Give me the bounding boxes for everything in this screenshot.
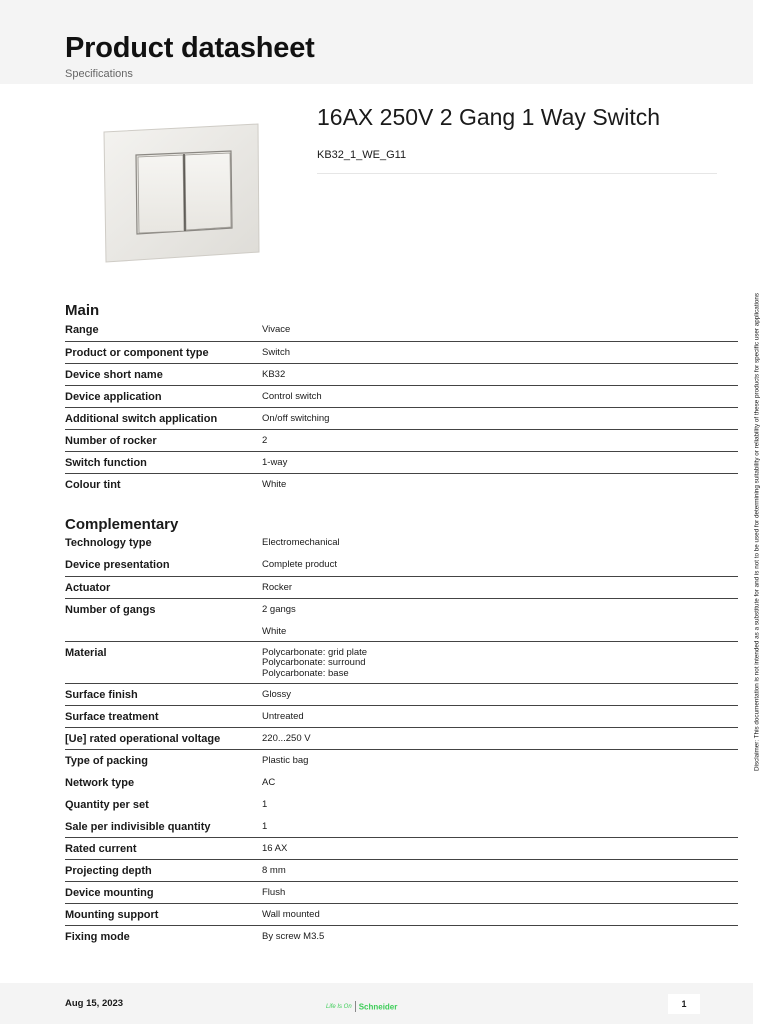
spec-label: Surface finish: [65, 689, 138, 701]
table-row: [65, 684, 738, 706]
product-title: 16AX 250V 2 Gang 1 Way Switch: [317, 104, 661, 130]
spec-label: Actuator: [65, 582, 111, 594]
divider: [317, 173, 717, 174]
table-row: [65, 882, 738, 904]
spec-label: Material: [65, 647, 107, 659]
spec-value: Rocker: [262, 582, 293, 593]
spec-label: [Ue] rated operational voltage: [65, 733, 221, 745]
table-row: [65, 750, 738, 772]
spec-value: KB32: [262, 369, 286, 380]
spec-value: Untreated: [262, 711, 304, 722]
table-row: [65, 728, 738, 750]
page-title: Product datasheet: [65, 32, 315, 64]
spec-label: Number of rocker: [65, 435, 157, 447]
spec-label: Number of gangs: [65, 604, 156, 616]
table-row: [65, 577, 738, 599]
spec-value: Control switch: [262, 391, 322, 402]
spec-label: Switch function: [65, 457, 147, 469]
logo-tagline: Life Is On: [326, 1003, 352, 1010]
table-row: [65, 430, 738, 452]
spec-label: Projecting depth: [65, 865, 152, 877]
spec-label: Device short name: [65, 369, 163, 381]
table-row: [65, 599, 738, 642]
product-reference: KB32_1_WE_G11: [317, 149, 407, 161]
spec-label: Surface treatment: [65, 711, 159, 723]
footer-date: Aug 15, 2023: [65, 998, 124, 1009]
spec-value: By screw M3.5: [262, 931, 325, 942]
spec-value: White: [262, 626, 287, 637]
disclaimer-text: Disclaimer: This documentation is not intended as a substitute for and is not to be used for determining suitability or reliability of these products for specific user applications: [753, 293, 761, 771]
spec-value: 16 AX: [262, 843, 288, 854]
spec-value: AC: [262, 777, 276, 788]
table-row: [65, 364, 738, 386]
spec-value: Complete product: [262, 559, 337, 570]
spec-value: Polycarbonate: grid plate Polycarbonate: surround Polycarbonate: base: [262, 647, 368, 679]
spec-label: Fixing mode: [65, 931, 130, 943]
spec-label: Device presentation: [65, 559, 170, 571]
logo-brand: Schneider: [358, 1002, 398, 1012]
spec-label: Technology type: [65, 537, 152, 549]
schneider-logo: [326, 998, 397, 1012]
table-row: [65, 794, 738, 816]
spec-label: Additional switch application: [65, 413, 218, 425]
spec-label: Device application: [65, 391, 162, 403]
spec-label: Rated current: [65, 843, 137, 855]
spec-value: Switch: [262, 347, 290, 358]
page-subtitle: Specifications: [65, 68, 133, 80]
section-title-complementary: Complementary: [65, 516, 179, 533]
spec-value: 2: [262, 435, 268, 446]
disclaimer-container: [748, 290, 766, 775]
spec-value: 1: [262, 821, 268, 832]
table-row: [65, 408, 738, 430]
table-row: [65, 838, 738, 860]
spec-value: Glossy: [262, 689, 292, 700]
spec-value: On/off switching: [262, 413, 330, 424]
table-row: [65, 642, 738, 684]
table-row: [65, 532, 738, 554]
spec-value: White: [262, 479, 287, 490]
table-row: [65, 342, 738, 364]
page-number-box: [668, 994, 700, 1014]
spec-value: 1-way: [262, 457, 288, 468]
table-row: [65, 554, 738, 577]
spec-label: Sale per indivisible quantity: [65, 821, 211, 833]
table-row: [65, 860, 738, 882]
spec-value: Vivace: [262, 324, 291, 335]
logo-separator: [355, 1001, 356, 1012]
spec-value: 1: [262, 799, 268, 810]
section-title-main: Main: [65, 302, 100, 319]
spec-label: Type of packing: [65, 755, 148, 767]
spec-value: Electromechanical: [262, 537, 340, 548]
spec-value: Plastic bag: [262, 755, 309, 766]
spec-label: Range: [65, 324, 99, 336]
table-row: [65, 816, 738, 838]
spec-value: 220...250 V: [262, 733, 311, 744]
spec-value: Flush: [262, 887, 286, 898]
spec-label: Network type: [65, 777, 135, 789]
table-row: [65, 926, 738, 948]
spec-label: Device mounting: [65, 887, 154, 899]
spec-value: 8 mm: [262, 865, 286, 876]
complementary-spec-table: [65, 532, 738, 948]
spec-value: Wall mounted: [262, 909, 320, 920]
table-row: [65, 706, 738, 728]
table-row: [65, 772, 738, 794]
double-rocker-switch-image: [96, 118, 270, 268]
spec-value: 2 gangs: [262, 604, 296, 615]
table-row: [65, 904, 738, 926]
page-number: 1: [681, 999, 687, 1009]
table-row: [65, 319, 738, 342]
table-row: [65, 452, 738, 474]
spec-label: Product or component type: [65, 347, 209, 359]
table-row: [65, 474, 738, 496]
spec-label: Mounting support: [65, 909, 159, 921]
main-spec-table: [65, 319, 738, 496]
spec-label: Quantity per set: [65, 799, 149, 811]
table-row: [65, 386, 738, 408]
spec-label: Colour tint: [65, 479, 121, 491]
